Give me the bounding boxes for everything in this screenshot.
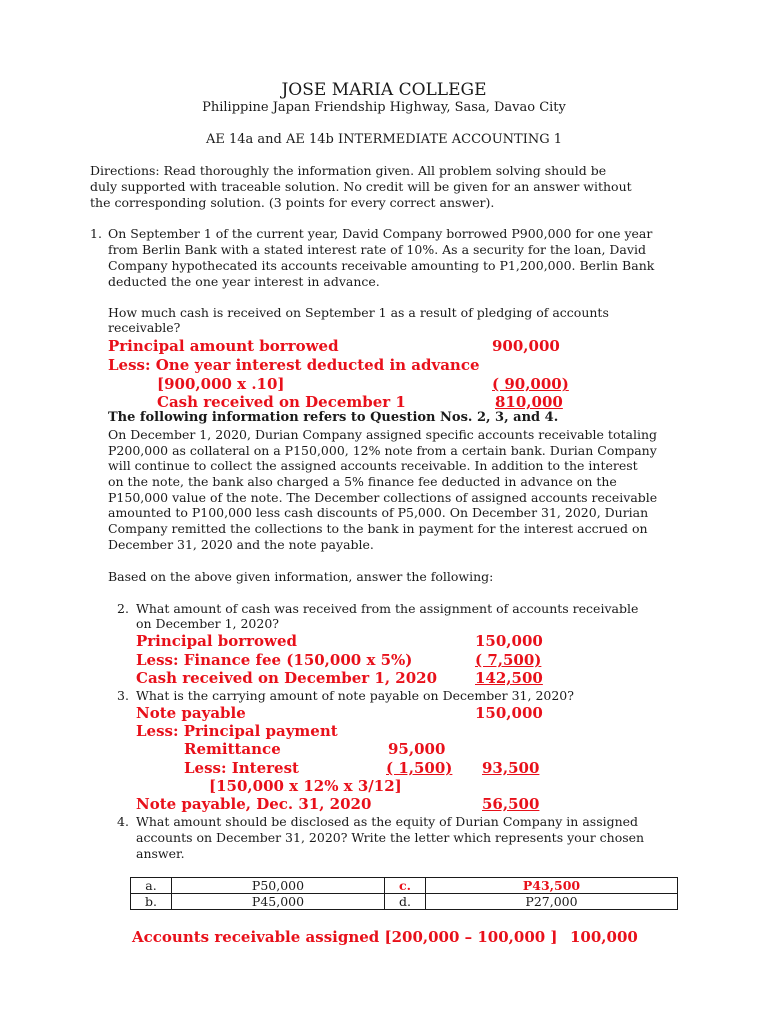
q4-text-line-3: answer. — [136, 846, 185, 861]
q3-note-label: Note payable — [136, 704, 246, 722]
q1-cash-label: Cash received on December 1 — [157, 393, 406, 411]
info-line-4: on the note, the bank also charged a 5% finance fee deducted in advance on the — [108, 474, 617, 489]
q4-number: 4. — [117, 814, 129, 829]
q3-final-value: 56,500 — [482, 795, 540, 813]
choice-d-letter: d. — [385, 894, 426, 910]
course-title: AE 14a and AE 14b INTERMEDIATE ACCOUNTING 1 — [205, 132, 563, 147]
q1-question-line-2: receivable? — [108, 320, 181, 335]
choice-a-value: P50,000 — [172, 878, 385, 894]
q2-text-line-1: What amount of cash was received from the assignment of accounts receivable — [136, 601, 639, 616]
q2-principal-label: Principal borrowed — [136, 632, 297, 650]
q4-answer-label: Accounts receivable assigned [200,000 – 100,000 ] — [132, 928, 558, 946]
q3-interest-label: Less: Interest — [184, 759, 299, 777]
info-line-1: On December 1, 2020, Durian Company assigned specific accounts receivable totaling — [108, 427, 657, 442]
info-based: Based on the above given information, answer the following: — [108, 569, 494, 584]
q3-note-value: 150,000 — [475, 704, 543, 722]
info-line-6: amounted to P100,000 less cash discounts of P5,000. On December 31, 2020, Durian — [108, 505, 649, 520]
q1-less-label: Less: One year interest deducted in advance — [108, 356, 480, 374]
q1-number: 1. — [90, 226, 102, 241]
q1-text-line-1: On September 1 of the current year, David Company borrowed P900,000 for one year — [108, 226, 653, 241]
choice-a-letter: a. — [131, 878, 172, 894]
choice-d-value: P27,000 — [426, 894, 678, 910]
q3-remit-label: Remittance — [184, 740, 281, 758]
choice-c-letter: c. — [385, 878, 426, 894]
college-name: JOSE MARIA COLLEGE — [281, 80, 487, 100]
q3-interest-value: ( 1,500) — [386, 759, 453, 777]
choice-b-value: P45,000 — [172, 894, 385, 910]
q1-computation: [900,000 x .10] — [157, 375, 285, 393]
q3-text: What is the carrying amount of note payable on December 31, 2020? — [136, 688, 574, 703]
q3-less-label: Less: Principal payment — [136, 722, 338, 740]
info-line-7: Company remitted the collections to the bank in payment for the interest accrued on — [108, 521, 648, 536]
q1-text-line-4: deducted the one year interest in advance. — [108, 274, 380, 289]
q2-fee-label: Less: Finance fee (150,000 x 5%) — [136, 651, 413, 669]
q4-choices-table — [130, 877, 678, 910]
q2-text-line-2: on December 1, 2020? — [136, 616, 279, 631]
q1-principal-label: Principal amount borrowed — [108, 337, 339, 355]
q2-cash-label: Cash received on December 1, 2020 — [136, 669, 438, 687]
choice-c-value: P43,500 — [426, 878, 678, 894]
q1-text-line-2: from Berlin Bank with a stated interest rate of 10%. As a security for the loan, David — [108, 242, 646, 257]
table-row — [131, 878, 678, 894]
q1-text-line-3: Company hypothecated its accounts receivable amounting to P1,200,000. Berlin Bank — [108, 258, 655, 273]
q3-number: 3. — [117, 688, 129, 703]
q1-question-line-1: How much cash is received on September 1 as a result of pledging of accounts — [108, 305, 609, 320]
info-line-3: will continue to collect the assigned accounts receivable. In addition to the interest — [108, 458, 638, 473]
q4-text-line-1: What amount should be disclosed as the equity of Durian Company in assigned — [136, 814, 639, 829]
q1-principal-value: 900,000 — [492, 337, 560, 355]
q2-principal-value: 150,000 — [475, 632, 543, 650]
q2-fee-value: ( 7,500) — [475, 651, 542, 669]
directions-line-1: Directions: Read thoroughly the information given. All problem solving should be — [90, 163, 607, 178]
q2-number: 2. — [117, 601, 129, 616]
q4-answer-value: 100,000 — [570, 928, 638, 946]
q3-principal-value: 93,500 — [482, 759, 540, 777]
directions-line-2: duly supported with traceable solution. No credit will be given for an answer without — [90, 179, 632, 194]
info-line-2: P200,000 as collateral on a P150,000, 12% note from a certain bank. Durian Company — [108, 443, 657, 458]
q3-computation: [150,000 x 12% x 3/12] — [209, 777, 402, 795]
info-heading: The following information refers to Question Nos. 2, 3, and 4. — [108, 410, 559, 425]
q1-interest-value: ( 90,000) — [492, 375, 569, 393]
info-line-8: December 31, 2020 and the note payable. — [108, 537, 374, 552]
college-address: Philippine Japan Friendship Highway, Sasa, Davao City — [202, 100, 566, 115]
q2-cash-value: 142,500 — [475, 669, 543, 687]
table-row — [131, 894, 678, 910]
q3-final-label: Note payable, Dec. 31, 2020 — [136, 795, 372, 813]
q4-text-line-2: accounts on December 31, 2020? Write the letter which represents your chosen — [136, 830, 645, 845]
q1-cash-value: 810,000 — [495, 393, 563, 411]
choice-b-letter: b. — [131, 894, 172, 910]
info-line-5: P150,000 value of the note. The December collections of assigned accounts receivable — [108, 490, 658, 505]
directions-line-3: the corresponding solution. (3 points for every correct answer). — [90, 195, 495, 210]
q3-remit-value: 95,000 — [388, 740, 446, 758]
